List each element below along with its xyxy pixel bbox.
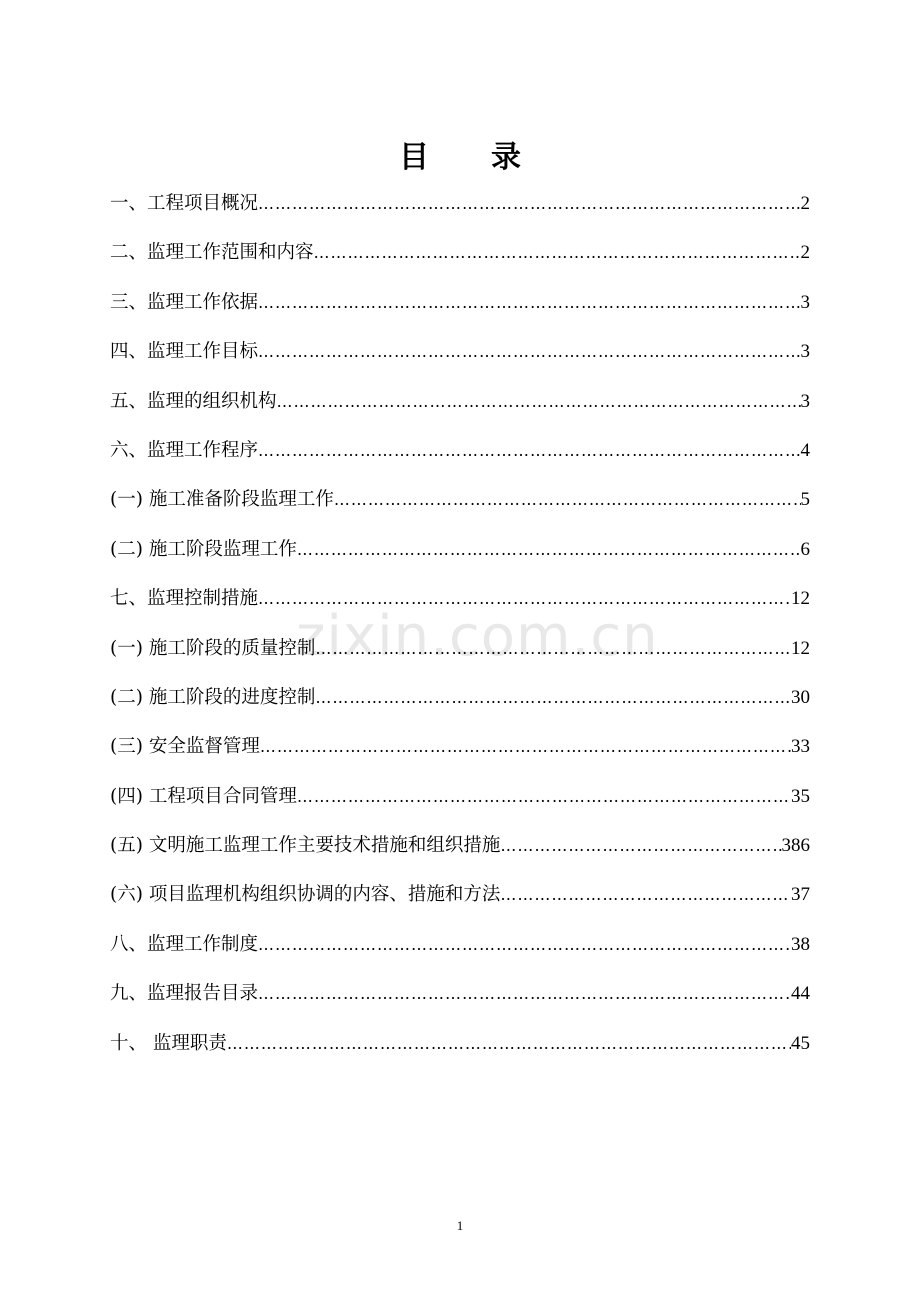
toc-dot-leader bbox=[258, 282, 800, 324]
toc-entry-page: 12 bbox=[791, 637, 810, 659]
toc-entry-label: 二、监理工作范围和内容 bbox=[110, 242, 314, 264]
toc-entry-page: 38 bbox=[791, 933, 810, 955]
toc-title bbox=[0, 132, 920, 176]
toc-entry-page: 2 bbox=[800, 193, 810, 214]
toc-entry[interactable] bbox=[110, 776, 810, 825]
page-number: 1 bbox=[456, 1218, 464, 1233]
toc-dot-leader bbox=[315, 628, 791, 670]
toc-entry[interactable] bbox=[110, 479, 810, 528]
toc-entry-label: 一、工程项目概况 bbox=[110, 193, 259, 214]
toc-entry-label: 五、监理的组织机构 bbox=[110, 390, 277, 412]
toc-dot-leader bbox=[297, 776, 791, 818]
toc-entry-label: (五) 文明施工监理工作主要技术措施和组织措施 bbox=[110, 835, 501, 857]
toc-entry-label: (一) 施工准备阶段监理工作 bbox=[110, 489, 334, 511]
toc-title-part2: 录 bbox=[491, 140, 521, 175]
toc-dot-leader bbox=[500, 825, 781, 867]
toc-entry-label: (二) 施工阶段的进度控制 bbox=[110, 686, 316, 708]
toc-dot-leader bbox=[258, 430, 800, 472]
table-of-contents bbox=[110, 183, 810, 1072]
toc-entry[interactable] bbox=[110, 677, 810, 726]
toc-entry-page: 386 bbox=[781, 835, 810, 857]
toc-entry-label: (六) 项目监理机构组织协调的内容、措施和方法 bbox=[110, 884, 501, 906]
toc-entry-page: 4 bbox=[800, 439, 810, 461]
toc-dot-leader bbox=[258, 331, 800, 373]
toc-dot-leader bbox=[500, 874, 791, 916]
toc-dot-leader bbox=[297, 529, 801, 571]
toc-dot-leader bbox=[227, 1023, 791, 1065]
toc-dot-leader bbox=[315, 677, 791, 719]
toc-entry-page: 37 bbox=[791, 884, 810, 906]
toc-entry[interactable] bbox=[110, 1023, 810, 1072]
toc-dot-leader bbox=[258, 973, 791, 1015]
toc-entry-label: 十、 监理职责 bbox=[110, 1032, 227, 1054]
toc-dot-leader bbox=[260, 726, 791, 768]
toc-entry[interactable] bbox=[110, 825, 810, 874]
toc-entry-label: (三) 安全监督管理 bbox=[110, 736, 260, 758]
toc-entry-page: 30 bbox=[791, 686, 810, 708]
toc-dot-leader bbox=[258, 183, 800, 225]
toc-entry-label: 九、监理报告目录 bbox=[110, 983, 259, 1005]
toc-entry-page: 2 bbox=[800, 242, 810, 264]
toc-entry-page: 3 bbox=[800, 390, 810, 412]
toc-entry[interactable] bbox=[110, 430, 810, 479]
toc-entry[interactable] bbox=[110, 381, 810, 430]
toc-entry-page: 3 bbox=[800, 341, 810, 363]
toc-entry[interactable] bbox=[110, 628, 810, 677]
toc-entry[interactable] bbox=[110, 183, 810, 232]
toc-entry-page: 5 bbox=[800, 489, 810, 511]
toc-dot-leader bbox=[334, 479, 801, 521]
toc-entry[interactable] bbox=[110, 331, 810, 380]
toc-dot-leader bbox=[258, 578, 791, 620]
toc-entry-label: 六、监理工作程序 bbox=[110, 439, 259, 461]
toc-entry-label: 八、监理工作制度 bbox=[110, 933, 259, 955]
toc-entry-label: (一) 施工阶段的质量控制 bbox=[110, 637, 316, 659]
toc-entry-page: 6 bbox=[800, 538, 810, 560]
toc-entry[interactable] bbox=[110, 232, 810, 281]
toc-entry[interactable] bbox=[110, 578, 810, 627]
toc-entry-page: 33 bbox=[791, 736, 810, 758]
toc-entry-page: 45 bbox=[791, 1032, 810, 1054]
toc-entry-page: 35 bbox=[791, 785, 810, 807]
toc-title-part1: 目 bbox=[399, 140, 429, 175]
toc-dot-leader bbox=[277, 381, 801, 423]
toc-dot-leader bbox=[314, 232, 801, 274]
toc-entry[interactable] bbox=[110, 874, 810, 923]
toc-entry-label: 七、监理控制措施 bbox=[110, 588, 259, 610]
toc-entry[interactable] bbox=[110, 973, 810, 1022]
watermark: zixin.com.cn bbox=[296, 604, 659, 669]
toc-entry[interactable] bbox=[110, 529, 810, 578]
toc-entry-label: (四) 工程项目合同管理 bbox=[110, 785, 297, 807]
toc-entry-page: 3 bbox=[800, 291, 810, 313]
toc-entry-label: 三、监理工作依据 bbox=[110, 291, 259, 313]
toc-entry[interactable] bbox=[110, 726, 810, 775]
toc-entry-page: 44 bbox=[791, 983, 810, 1005]
toc-entry[interactable] bbox=[110, 924, 810, 973]
toc-entry-label: (二) 施工阶段监理工作 bbox=[110, 538, 297, 560]
toc-entry-label: 四、监理工作目标 bbox=[110, 341, 259, 363]
toc-dot-leader bbox=[258, 924, 791, 966]
toc-entry[interactable] bbox=[110, 282, 810, 331]
toc-entry-page: 12 bbox=[791, 588, 810, 610]
